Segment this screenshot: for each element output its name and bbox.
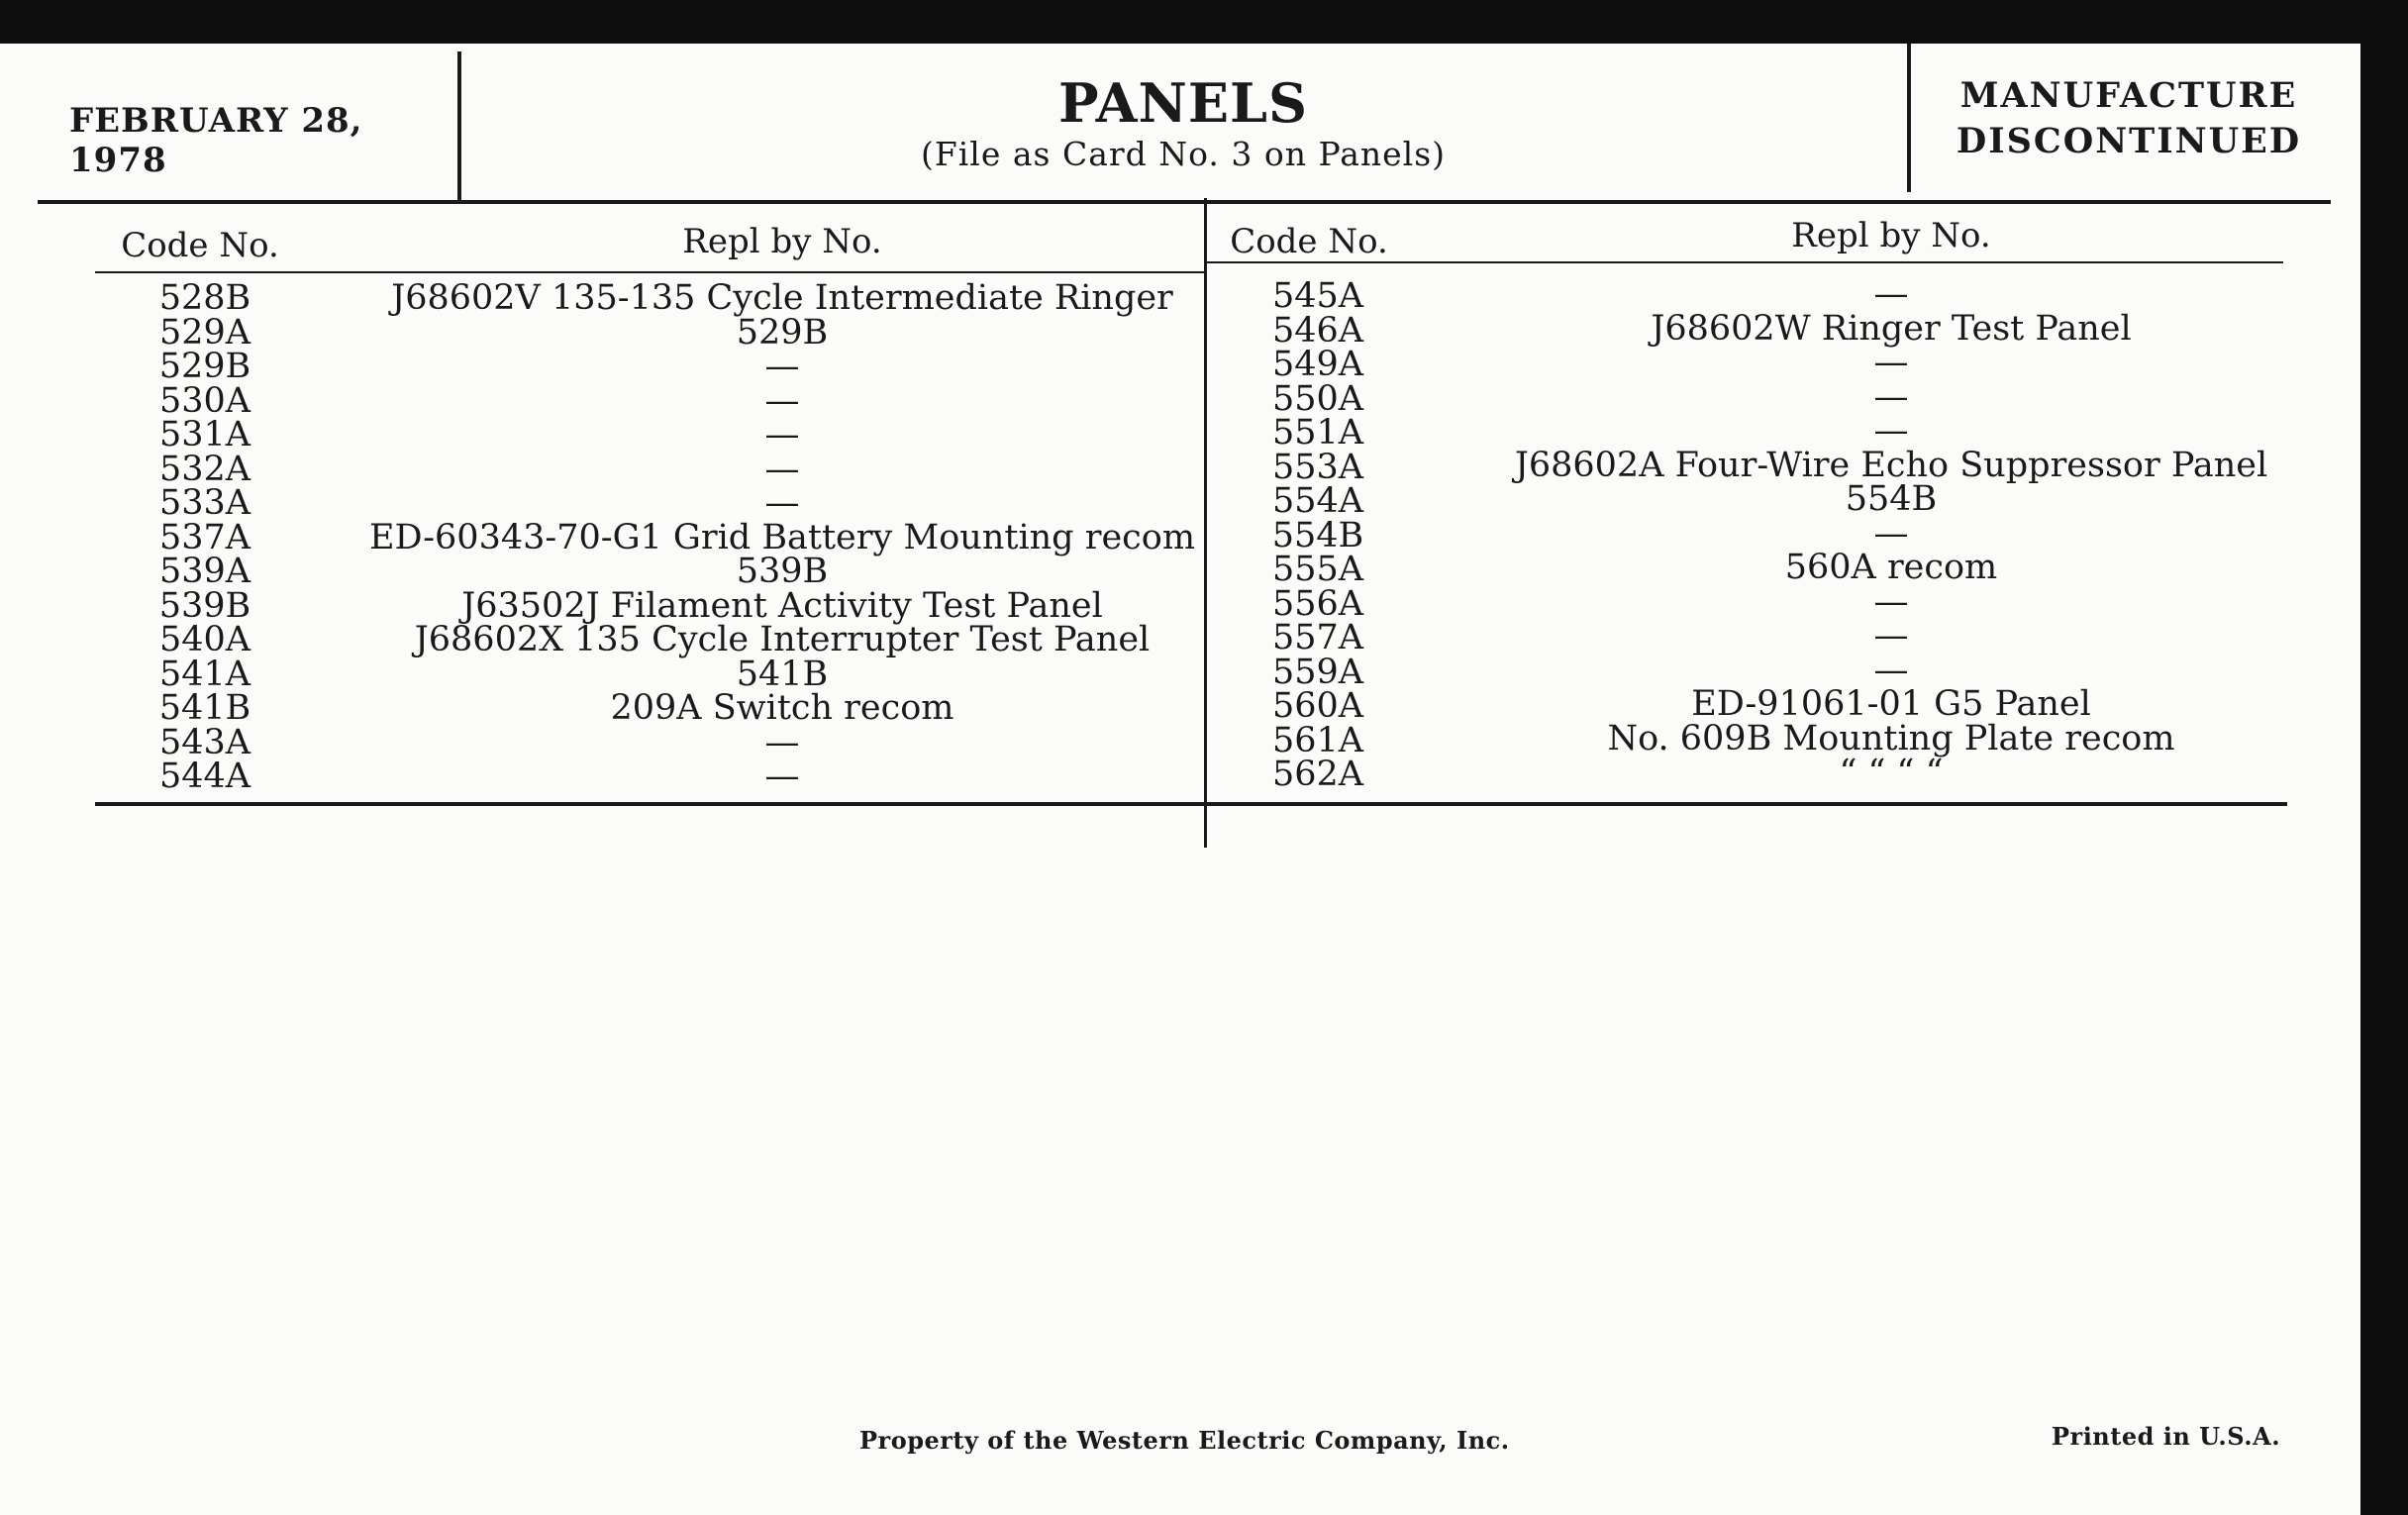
table-row-code: 546A bbox=[1271, 310, 1364, 351]
left-code-column bbox=[111, 278, 299, 796]
table-row-code: 541A bbox=[158, 654, 251, 694]
table-row-code: 561A bbox=[1271, 720, 1364, 760]
table-row-code: 544A bbox=[158, 757, 251, 796]
table-row-code: 562A bbox=[1271, 755, 1364, 794]
table-row-code: 560A bbox=[1271, 686, 1364, 726]
table-row-repl: No. 609B Mounting Plate recom bbox=[1607, 718, 2175, 758]
table-row-repl: ED-91061-01 G5 Panel bbox=[1691, 684, 2091, 724]
table-row-code: 559A bbox=[1271, 652, 1364, 692]
table-row-repl: 209A Switch recom bbox=[610, 688, 954, 728]
table-row-code: 528B bbox=[158, 278, 251, 318]
table-row-code: 531A bbox=[158, 415, 251, 454]
table-row-code: 539A bbox=[158, 552, 251, 591]
table-center-divider bbox=[1204, 198, 1207, 848]
table-row-repl: — bbox=[764, 483, 800, 523]
table-row-code: 556A bbox=[1271, 583, 1364, 624]
status-line-1: MANUFACTURE bbox=[1959, 75, 2298, 116]
table-row-repl: 539B bbox=[736, 552, 829, 591]
left-code-header: Code No. bbox=[121, 226, 279, 265]
table-row-repl: — bbox=[764, 415, 800, 454]
table-row-repl: — bbox=[1873, 343, 1909, 382]
header-divider-left bbox=[457, 51, 461, 200]
table-row-code: 537A bbox=[158, 517, 251, 557]
card-title: PANELS bbox=[1057, 71, 1309, 135]
table-row-code: 554B bbox=[1271, 515, 1364, 556]
table-row-repl: — bbox=[1873, 274, 1909, 314]
right-code-header: Code No. bbox=[1230, 222, 1388, 261]
table-row-repl: — bbox=[764, 757, 800, 796]
right-repl-header: Repl by No. bbox=[1791, 216, 1991, 255]
table-row-code: 530A bbox=[158, 380, 251, 421]
table-row-repl: J68602W Ringer Test Panel bbox=[1651, 308, 2132, 349]
table-row-repl: 560A recom bbox=[1784, 548, 1998, 587]
table-row-repl: — bbox=[764, 347, 800, 386]
table-row-code: 554A bbox=[1271, 481, 1364, 521]
table-row-repl: — bbox=[764, 449, 800, 489]
table-row-repl: J68602X 135 Cycle Interrupter Test Panel bbox=[414, 620, 1151, 659]
table-row-repl: 541B bbox=[736, 654, 829, 694]
card-subtitle: (File as Card No. 3 on Panels) bbox=[920, 135, 1447, 173]
table-row-repl: — bbox=[1873, 650, 1909, 690]
scan-border-top bbox=[0, 0, 2408, 44]
table-row-repl: 529B bbox=[736, 312, 829, 353]
column-header-rule-left bbox=[95, 271, 1204, 273]
right-repl-column bbox=[1465, 274, 2317, 792]
status-label bbox=[1941, 73, 2317, 164]
table-row-repl: — bbox=[764, 380, 800, 421]
table-row-code: 532A bbox=[158, 449, 251, 489]
table-row-code: 539B bbox=[158, 585, 251, 626]
table-row-repl: “ “ “ “ bbox=[1839, 753, 1944, 792]
status-line-2: DISCONTINUED bbox=[1956, 121, 2302, 161]
table-row-code: 549A bbox=[1271, 345, 1364, 384]
left-repl-column bbox=[366, 278, 1198, 796]
table-row-repl: J63502J Filament Activity Test Panel bbox=[461, 585, 1103, 626]
record-card bbox=[0, 44, 2360, 1515]
table-row-code: 557A bbox=[1271, 618, 1364, 657]
table-row-repl: 554B bbox=[1845, 479, 1938, 519]
property-notice: Property of the Western Electric Company, Inc. bbox=[859, 1426, 1510, 1455]
table-row-code: 550A bbox=[1271, 378, 1364, 419]
printed-notice: Printed in U.S.A. bbox=[2052, 1422, 2281, 1451]
table-row-repl: — bbox=[1873, 616, 1909, 656]
table-row-code: 540A bbox=[158, 620, 251, 659]
table-row-code: 553A bbox=[1271, 447, 1364, 487]
column-header-rule-right bbox=[1204, 261, 2283, 263]
table-row-code: 555A bbox=[1271, 550, 1364, 589]
card-date: FEBRUARY 28, 1978 bbox=[69, 101, 363, 180]
table-row-repl: J68602A Four-Wire Echo Suppressor Panel bbox=[1514, 445, 2268, 485]
table-row-code: 545A bbox=[1271, 276, 1364, 316]
table-row-code: 541B bbox=[158, 688, 251, 728]
table-row-repl: — bbox=[1873, 513, 1909, 554]
table-row-repl: ED-60343-70-G1 Grid Battery Mounting recom bbox=[368, 517, 1196, 557]
header-divider-right bbox=[1907, 44, 1911, 192]
table-row-repl: — bbox=[1873, 376, 1909, 417]
table-row-repl: J68602V 135-135 Cycle Intermediate Ringer bbox=[391, 278, 1173, 318]
table-row-code: 529B bbox=[158, 347, 251, 386]
table-row-repl: — bbox=[1873, 581, 1909, 622]
left-repl-header: Repl by No. bbox=[682, 222, 882, 261]
header-rule bbox=[38, 200, 2331, 204]
table-row-code: 533A bbox=[158, 483, 251, 523]
scan-border-right bbox=[2360, 0, 2408, 1515]
table-bottom-rule bbox=[95, 802, 2287, 806]
right-code-column bbox=[1224, 276, 1412, 794]
table-row-repl: — bbox=[764, 722, 800, 762]
table-row-code: 551A bbox=[1271, 413, 1364, 453]
table-row-code: 529A bbox=[158, 312, 251, 353]
table-row-repl: — bbox=[1873, 411, 1909, 451]
table-row-code: 543A bbox=[158, 722, 251, 762]
